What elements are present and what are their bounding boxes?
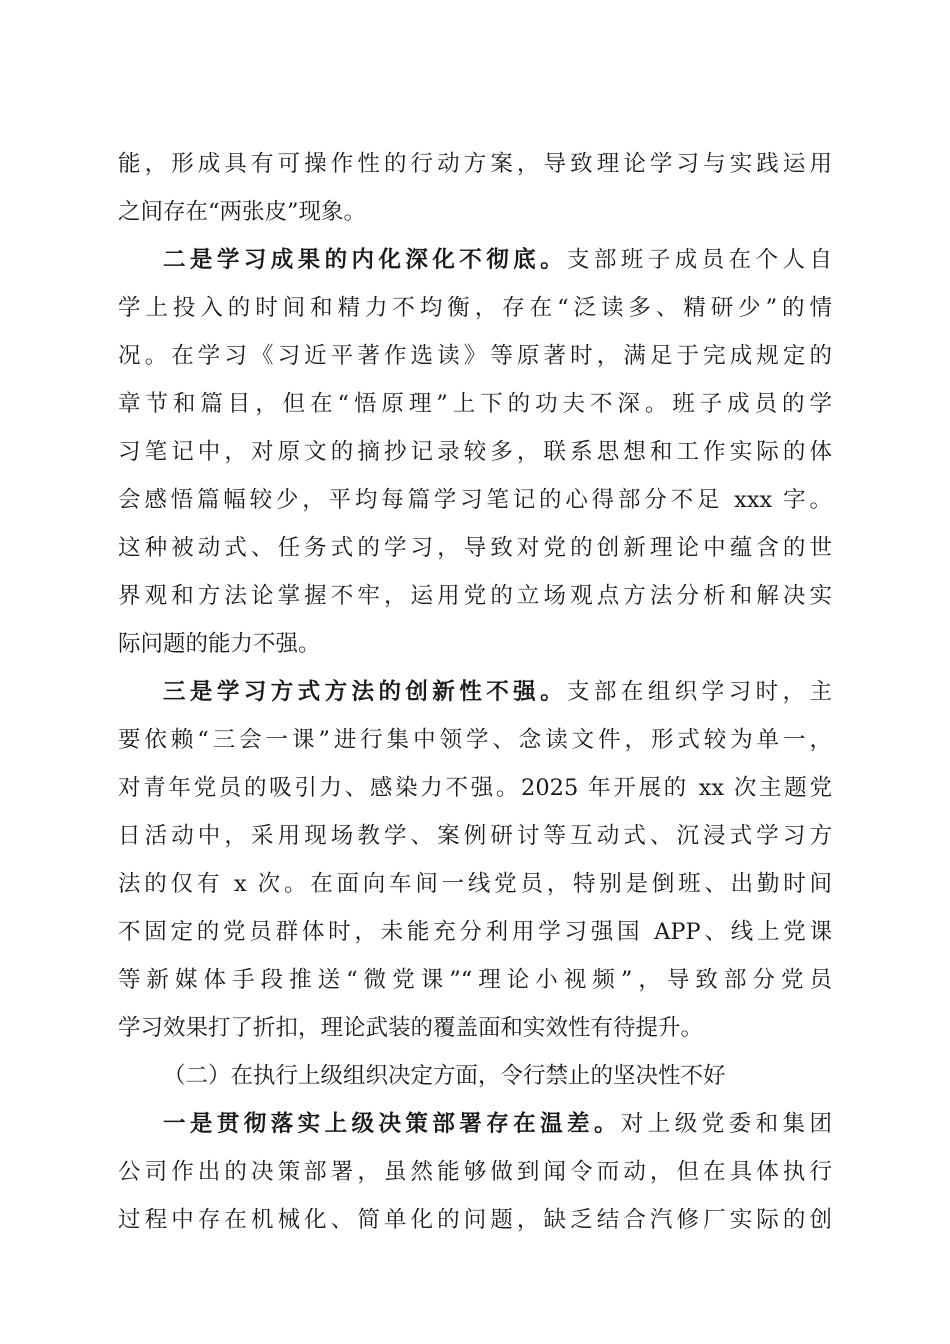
text-line: 这种被动式、任务式的学习，导致对党的创新理论中蕴含的世: [118, 535, 832, 561]
text-line: 要依赖“三会一课”进行集中领学、念读文件，形式较为单一，: [118, 727, 832, 753]
text-line: 公司作出的决策部署，虽然能够做到闻令而动，但在具体执行: [118, 1159, 832, 1185]
text-line: [118, 1100, 832, 1148]
text-line: 能，形成具有可操作性的行动方案，导致理论学习与实践运用: [118, 151, 832, 177]
text-line: 日活动中，采用现场教学、案例研讨等互动式、沉浸式学习方: [118, 823, 832, 849]
text-line: 等新媒体手段推送“微党课”“理论小视频”，导致部分党员: [118, 967, 832, 993]
text-line: [118, 236, 832, 284]
text-run: 支部班子成员在个人自: [567, 247, 832, 273]
text-line: 不固定的党员群体时，未能充分利用学习强国 APP、线上党课: [118, 919, 832, 945]
paragraph-lead: 二是学习成果的内化深化不彻底。: [163, 247, 568, 273]
text-line: 过程中存在机械化、简单化的问题，缺乏结合汽修厂实际的创: [118, 1207, 832, 1233]
paragraph: [118, 1100, 832, 1244]
text-line: 界观和方法论掌握不牢，运用党的立场观点方法分析和解决实: [118, 583, 832, 609]
text-line: 章节和篇目，但在“悟原理”上下的功夫不深。班子成员的学: [118, 391, 832, 417]
text-line: 际问题的能力不强。: [118, 631, 321, 657]
text-line: 之间存在“两张皮”现象。: [118, 199, 367, 225]
text-line: 况。在学习《习近平著作选读》等原著时，满足于完成规定的: [118, 343, 832, 369]
document-page: [118, 140, 832, 1244]
text-line: 学上投入的时间和精力不均衡，存在“泛读多、精研少”的情: [118, 295, 832, 321]
text-line: 学习效果打了折扣，理论武装的覆盖面和实效性有待提升。: [118, 1015, 704, 1041]
paragraph-lead: 三是学习方式方法的创新性不强。: [163, 679, 568, 705]
text-line: 会感悟篇幅较少，平均每篇学习笔记的心得部分不足 xxx 字。: [118, 487, 832, 513]
text-line: 习笔记中，对原文的摘抄记录较多，联系思想和工作实际的体: [118, 439, 832, 465]
paragraph: [118, 140, 832, 236]
paragraph: [118, 668, 832, 1052]
text-run: 对上级党委和集团: [620, 1111, 832, 1137]
text-run: 支部在组织学习时，主: [567, 679, 832, 705]
paragraph: [118, 236, 832, 668]
text-line: 对青年党员的吸引力、感染力不强。2025 年开展的 xx 次主题党: [118, 775, 832, 801]
section-heading: （二）在执行上级组织决定方面，令行禁止的坚决性不好: [163, 1063, 726, 1089]
paragraph-lead: 一是贯彻落实上级决策部署存在温差。: [163, 1111, 621, 1137]
text-line: 法的仅有 x 次。在面向车间一线党员，特别是倒班、出勤时间: [118, 871, 832, 897]
text-line: [118, 668, 832, 716]
